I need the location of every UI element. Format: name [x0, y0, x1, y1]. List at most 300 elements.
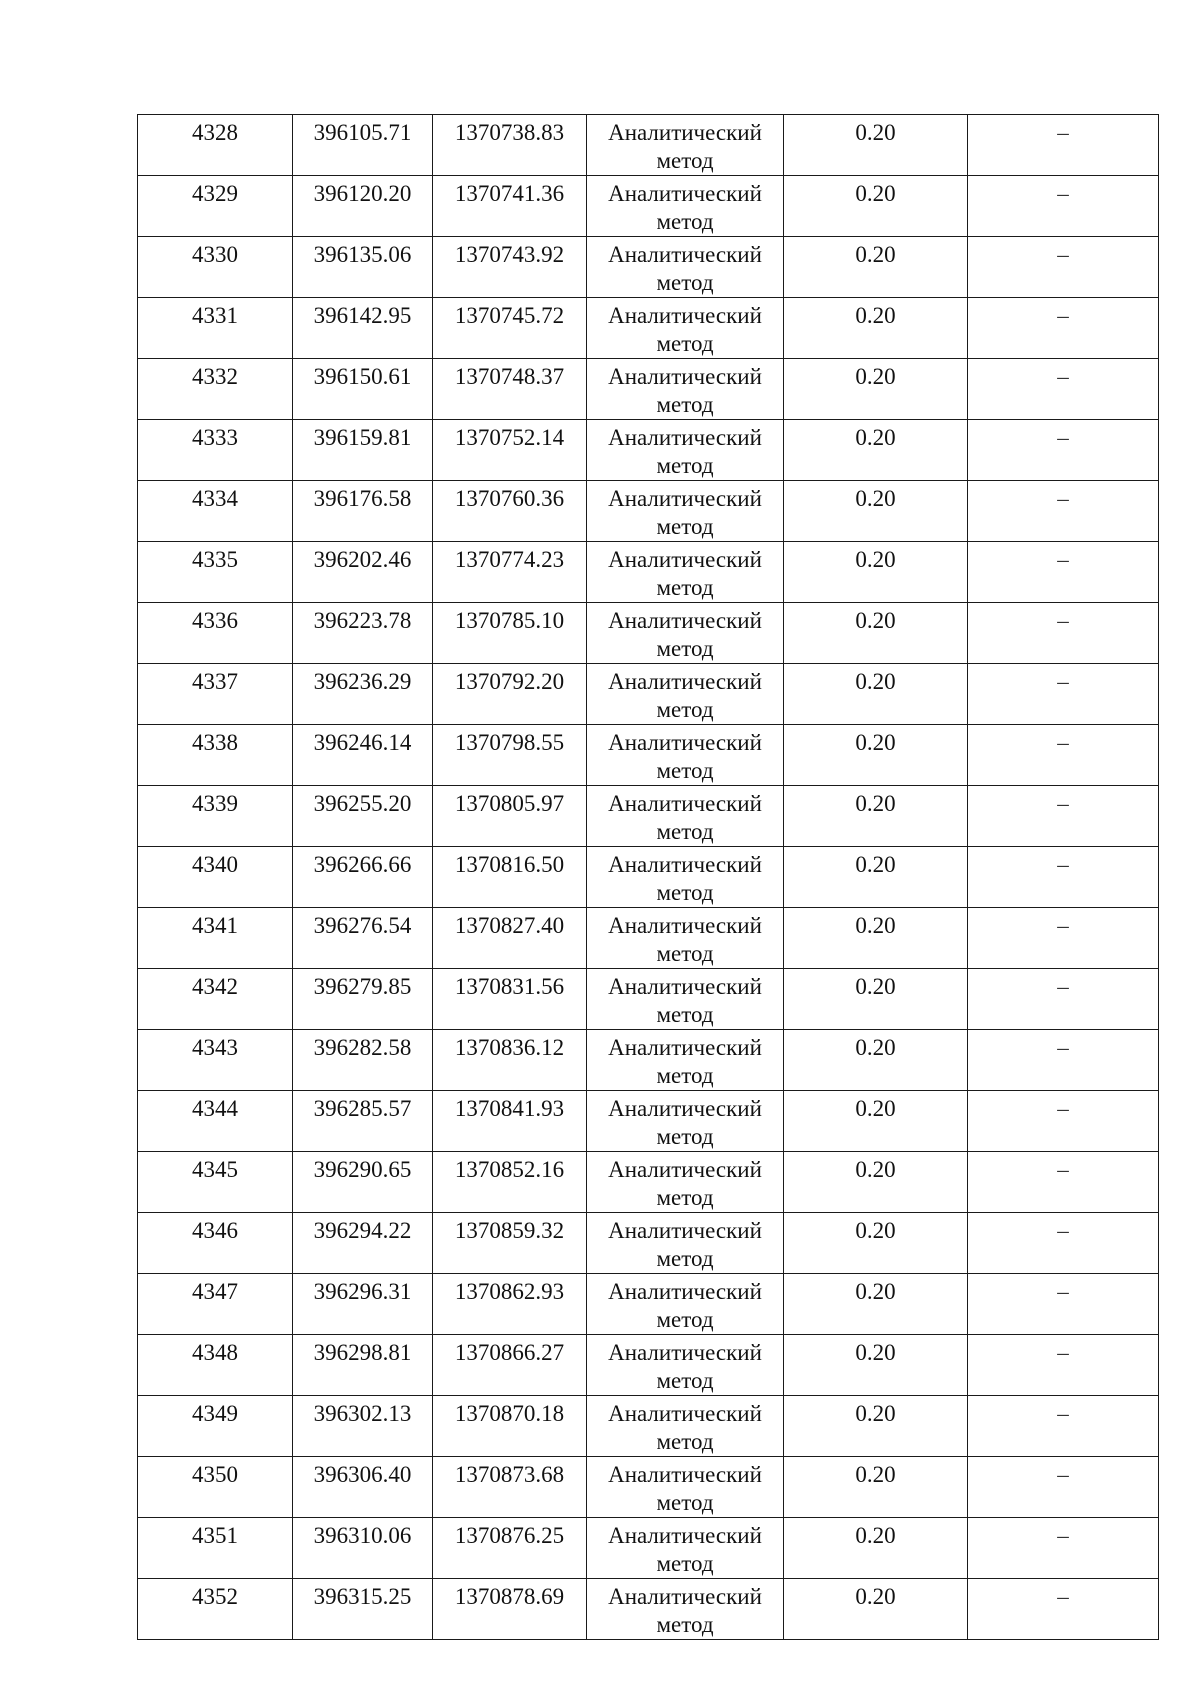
y-coordinate: 1370862.93 — [454, 1279, 565, 1304]
x-coordinate: 396282.58 — [313, 1035, 412, 1060]
note-cell — [968, 542, 1159, 603]
x-coordinate-cell — [293, 1152, 433, 1213]
method-cell — [587, 542, 784, 603]
y-coordinate-cell — [433, 1579, 587, 1640]
method-text-line-1: Аналитический — [608, 1279, 762, 1304]
x-coordinate: 396296.31 — [313, 1279, 412, 1304]
accuracy-cell — [784, 1579, 968, 1640]
point-number: 4330 — [192, 242, 238, 267]
note-dash: – — [1057, 1096, 1069, 1121]
accuracy-cell — [784, 359, 968, 420]
accuracy-value: 0.20 — [855, 364, 896, 389]
point-number-cell — [138, 237, 293, 298]
y-coordinate-cell — [433, 1457, 587, 1518]
x-coordinate-cell — [293, 786, 433, 847]
y-coordinate: 1370873.68 — [454, 1462, 565, 1487]
note-dash: – — [1057, 425, 1069, 450]
note-cell — [968, 603, 1159, 664]
point-number: 4351 — [192, 1523, 238, 1548]
note-cell — [968, 298, 1159, 359]
accuracy-cell — [784, 298, 968, 359]
note-dash: – — [1057, 1279, 1069, 1304]
table-row — [138, 1091, 1159, 1152]
accuracy-cell — [784, 115, 968, 176]
y-coordinate-cell — [433, 1213, 587, 1274]
accuracy-value: 0.20 — [855, 1584, 896, 1609]
y-coordinate-cell — [433, 1518, 587, 1579]
table-row — [138, 603, 1159, 664]
point-number-cell — [138, 481, 293, 542]
note-cell — [968, 1213, 1159, 1274]
accuracy-value: 0.20 — [855, 974, 896, 999]
accuracy-value: 0.20 — [855, 547, 896, 572]
accuracy-value: 0.20 — [855, 303, 896, 328]
method-cell — [587, 908, 784, 969]
method-text-line-2: метод — [656, 758, 714, 783]
accuracy-value: 0.20 — [855, 1035, 896, 1060]
method-cell — [587, 1457, 784, 1518]
method-text-line-2: метод — [656, 880, 714, 905]
note-dash: – — [1057, 547, 1069, 572]
x-coordinate-cell — [293, 969, 433, 1030]
x-coordinate-cell — [293, 115, 433, 176]
x-coordinate: 396294.22 — [313, 1218, 412, 1243]
x-coordinate-cell — [293, 1335, 433, 1396]
y-coordinate: 1370816.50 — [454, 852, 565, 877]
accuracy-cell — [784, 1091, 968, 1152]
note-dash: – — [1057, 1462, 1069, 1487]
x-coordinate: 396142.95 — [313, 303, 412, 328]
method-text-line-1: Аналитический — [608, 303, 762, 328]
method-text-line-1: Аналитический — [608, 1218, 762, 1243]
method-cell — [587, 847, 784, 908]
table-row — [138, 298, 1159, 359]
table-row — [138, 786, 1159, 847]
point-number-cell — [138, 359, 293, 420]
note-dash: – — [1057, 1035, 1069, 1060]
method-cell — [587, 115, 784, 176]
x-coordinate-cell — [293, 420, 433, 481]
method-text-line-1: Аналитический — [608, 608, 762, 633]
x-coordinate-cell — [293, 1274, 433, 1335]
point-number: 4336 — [192, 608, 238, 633]
accuracy-value: 0.20 — [855, 1096, 896, 1121]
method-text-line-2: метод — [656, 514, 714, 539]
note-cell — [968, 359, 1159, 420]
table-row — [138, 725, 1159, 786]
note-dash: – — [1057, 913, 1069, 938]
accuracy-cell — [784, 542, 968, 603]
method-text-line-1: Аналитический — [608, 1584, 762, 1609]
method-text-line-1: Аналитический — [608, 1157, 762, 1182]
point-number-cell — [138, 298, 293, 359]
note-cell — [968, 908, 1159, 969]
table-row — [138, 420, 1159, 481]
accuracy-value: 0.20 — [855, 486, 896, 511]
method-text-line-1: Аналитический — [608, 669, 762, 694]
point-number: 4329 — [192, 181, 238, 206]
x-coordinate: 396105.71 — [313, 120, 412, 145]
method-text-line-1: Аналитический — [608, 730, 762, 755]
method-cell — [587, 1213, 784, 1274]
y-coordinate: 1370827.40 — [454, 913, 565, 938]
y-coordinate: 1370841.93 — [454, 1096, 565, 1121]
point-number: 4338 — [192, 730, 238, 755]
x-coordinate: 396279.85 — [313, 974, 412, 999]
y-coordinate-cell — [433, 1152, 587, 1213]
accuracy-value: 0.20 — [855, 425, 896, 450]
point-number-cell — [138, 1274, 293, 1335]
y-coordinate: 1370852.16 — [454, 1157, 565, 1182]
x-coordinate: 396202.46 — [313, 547, 412, 572]
table-row — [138, 969, 1159, 1030]
x-coordinate-cell — [293, 1457, 433, 1518]
accuracy-value: 0.20 — [855, 120, 896, 145]
point-number-cell — [138, 1335, 293, 1396]
x-coordinate-cell — [293, 237, 433, 298]
method-cell — [587, 1579, 784, 1640]
method-text-line-2: метод — [656, 819, 714, 844]
accuracy-cell — [784, 237, 968, 298]
table-row — [138, 1335, 1159, 1396]
y-coordinate: 1370876.25 — [454, 1523, 565, 1548]
point-number: 4331 — [192, 303, 238, 328]
point-number: 4352 — [192, 1584, 238, 1609]
method-text-line-1: Аналитический — [608, 486, 762, 511]
method-cell — [587, 298, 784, 359]
x-coordinate: 396306.40 — [313, 1462, 412, 1487]
method-text-line-1: Аналитический — [608, 364, 762, 389]
y-coordinate: 1370866.27 — [454, 1340, 565, 1365]
method-cell — [587, 420, 784, 481]
y-coordinate: 1370748.37 — [454, 364, 565, 389]
note-dash: – — [1057, 1584, 1069, 1609]
accuracy-value: 0.20 — [855, 1340, 896, 1365]
note-cell — [968, 1152, 1159, 1213]
method-text-line-1: Аналитический — [608, 547, 762, 572]
y-coordinate: 1370792.20 — [454, 669, 565, 694]
point-number: 4339 — [192, 791, 238, 816]
y-coordinate: 1370745.72 — [454, 303, 565, 328]
method-text-line-2: метод — [656, 1429, 714, 1454]
accuracy-cell — [784, 1152, 968, 1213]
y-coordinate: 1370738.83 — [454, 120, 565, 145]
note-dash: – — [1057, 1401, 1069, 1426]
method-text-line-2: метод — [656, 1124, 714, 1149]
x-coordinate: 396255.20 — [313, 791, 412, 816]
accuracy-cell — [784, 786, 968, 847]
note-dash: – — [1057, 364, 1069, 389]
point-number-cell — [138, 786, 293, 847]
point-number: 4346 — [192, 1218, 238, 1243]
y-coordinate-cell — [433, 237, 587, 298]
point-number-cell — [138, 1457, 293, 1518]
x-coordinate: 396176.58 — [313, 486, 412, 511]
note-cell — [968, 420, 1159, 481]
point-number-cell — [138, 725, 293, 786]
accuracy-cell — [784, 176, 968, 237]
point-number-cell — [138, 542, 293, 603]
method-text-line-1: Аналитический — [608, 1401, 762, 1426]
table-row — [138, 481, 1159, 542]
x-coordinate-cell — [293, 1213, 433, 1274]
y-coordinate-cell — [433, 420, 587, 481]
note-cell — [968, 1579, 1159, 1640]
point-number: 4347 — [192, 1279, 238, 1304]
x-coordinate: 396285.57 — [313, 1096, 412, 1121]
note-dash: – — [1057, 486, 1069, 511]
method-text-line-2: метод — [656, 636, 714, 661]
x-coordinate-cell — [293, 1091, 433, 1152]
x-coordinate-cell — [293, 1030, 433, 1091]
method-cell — [587, 664, 784, 725]
point-number: 4335 — [192, 547, 238, 572]
x-coordinate: 396266.66 — [313, 852, 412, 877]
note-cell — [968, 481, 1159, 542]
note-dash: – — [1057, 1218, 1069, 1243]
coordinates-table-body — [138, 115, 1159, 1640]
note-cell — [968, 237, 1159, 298]
point-number-cell — [138, 420, 293, 481]
accuracy-value: 0.20 — [855, 913, 896, 938]
x-coordinate-cell — [293, 908, 433, 969]
point-number-cell — [138, 115, 293, 176]
method-cell — [587, 1335, 784, 1396]
table-row — [138, 237, 1159, 298]
method-cell — [587, 1274, 784, 1335]
note-cell — [968, 1335, 1159, 1396]
y-coordinate: 1370805.97 — [454, 791, 565, 816]
method-cell — [587, 786, 784, 847]
accuracy-cell — [784, 725, 968, 786]
table-row — [138, 115, 1159, 176]
x-coordinate: 396276.54 — [313, 913, 412, 938]
x-coordinate-cell — [293, 542, 433, 603]
x-coordinate-cell — [293, 1518, 433, 1579]
accuracy-cell — [784, 481, 968, 542]
y-coordinate: 1370878.69 — [454, 1584, 565, 1609]
point-number: 4350 — [192, 1462, 238, 1487]
note-dash: – — [1057, 1523, 1069, 1548]
method-text-line-1: Аналитический — [608, 181, 762, 206]
accuracy-cell — [784, 1396, 968, 1457]
point-number: 4332 — [192, 364, 238, 389]
method-cell — [587, 1030, 784, 1091]
y-coordinate: 1370831.56 — [454, 974, 565, 999]
note-cell — [968, 664, 1159, 725]
method-text-line-1: Аналитический — [608, 974, 762, 999]
table-row — [138, 1396, 1159, 1457]
method-text-line-1: Аналитический — [608, 1523, 762, 1548]
point-number-cell — [138, 176, 293, 237]
accuracy-cell — [784, 420, 968, 481]
method-text-line-2: метод — [656, 1002, 714, 1027]
note-cell — [968, 1030, 1159, 1091]
accuracy-value: 0.20 — [855, 730, 896, 755]
method-cell — [587, 176, 784, 237]
y-coordinate-cell — [433, 481, 587, 542]
note-cell — [968, 725, 1159, 786]
table-row — [138, 359, 1159, 420]
table-row — [138, 1213, 1159, 1274]
x-coordinate: 396290.65 — [313, 1157, 412, 1182]
method-text-line-2: метод — [656, 270, 714, 295]
method-cell — [587, 603, 784, 664]
y-coordinate-cell — [433, 542, 587, 603]
x-coordinate-cell — [293, 481, 433, 542]
point-number: 4333 — [192, 425, 238, 450]
method-text-line-1: Аналитический — [608, 242, 762, 267]
point-number: 4349 — [192, 1401, 238, 1426]
accuracy-cell — [784, 969, 968, 1030]
x-coordinate-cell — [293, 664, 433, 725]
y-coordinate-cell — [433, 115, 587, 176]
accuracy-value: 0.20 — [855, 1401, 896, 1426]
point-number-cell — [138, 969, 293, 1030]
note-cell — [968, 1457, 1159, 1518]
accuracy-value: 0.20 — [855, 242, 896, 267]
method-text-line-2: метод — [656, 392, 714, 417]
method-text-line-2: метод — [656, 1612, 714, 1637]
method-text-line-1: Аналитический — [608, 1462, 762, 1487]
method-cell — [587, 1518, 784, 1579]
point-number: 4342 — [192, 974, 238, 999]
table-row — [138, 847, 1159, 908]
y-coordinate-cell — [433, 1091, 587, 1152]
method-cell — [587, 725, 784, 786]
y-coordinate-cell — [433, 664, 587, 725]
y-coordinate-cell — [433, 847, 587, 908]
y-coordinate-cell — [433, 786, 587, 847]
y-coordinate: 1370870.18 — [454, 1401, 565, 1426]
x-coordinate-cell — [293, 1396, 433, 1457]
method-text-line-1: Аналитический — [608, 913, 762, 938]
accuracy-cell — [784, 1335, 968, 1396]
note-dash: – — [1057, 852, 1069, 877]
table-row — [138, 1518, 1159, 1579]
x-coordinate: 396236.29 — [313, 669, 412, 694]
y-coordinate: 1370859.32 — [454, 1218, 565, 1243]
note-dash: – — [1057, 974, 1069, 999]
point-number: 4328 — [192, 120, 238, 145]
y-coordinate-cell — [433, 176, 587, 237]
accuracy-value: 0.20 — [855, 181, 896, 206]
method-cell — [587, 481, 784, 542]
accuracy-cell — [784, 847, 968, 908]
x-coordinate-cell — [293, 847, 433, 908]
y-coordinate-cell — [433, 603, 587, 664]
accuracy-value: 0.20 — [855, 1523, 896, 1548]
point-number-cell — [138, 1518, 293, 1579]
y-coordinate: 1370798.55 — [454, 730, 565, 755]
note-cell — [968, 1091, 1159, 1152]
point-number: 4337 — [192, 669, 238, 694]
accuracy-value: 0.20 — [855, 791, 896, 816]
method-text-line-1: Аналитический — [608, 1035, 762, 1060]
y-coordinate: 1370743.92 — [454, 242, 565, 267]
table-row — [138, 1579, 1159, 1640]
method-text-line-2: метод — [656, 1185, 714, 1210]
accuracy-cell — [784, 908, 968, 969]
accuracy-value: 0.20 — [855, 1157, 896, 1182]
note-dash: – — [1057, 303, 1069, 328]
method-text-line-2: метод — [656, 209, 714, 234]
method-cell — [587, 1396, 784, 1457]
x-coordinate-cell — [293, 176, 433, 237]
point-number: 4345 — [192, 1157, 238, 1182]
method-text-line-2: метод — [656, 1307, 714, 1332]
x-coordinate: 396120.20 — [313, 181, 412, 206]
method-text-line-2: метод — [656, 148, 714, 173]
point-number-cell — [138, 1213, 293, 1274]
y-coordinate-cell — [433, 1274, 587, 1335]
y-coordinate: 1370741.36 — [454, 181, 565, 206]
table-row — [138, 1457, 1159, 1518]
x-coordinate: 396223.78 — [313, 608, 412, 633]
y-coordinate: 1370760.36 — [454, 486, 565, 511]
method-text-line-1: Аналитический — [608, 791, 762, 816]
accuracy-cell — [784, 1274, 968, 1335]
table-row — [138, 908, 1159, 969]
accuracy-cell — [784, 1518, 968, 1579]
method-cell — [587, 1091, 784, 1152]
note-cell — [968, 115, 1159, 176]
point-number-cell — [138, 1091, 293, 1152]
point-number-cell — [138, 1152, 293, 1213]
y-coordinate-cell — [433, 1396, 587, 1457]
method-cell — [587, 1152, 784, 1213]
accuracy-value: 0.20 — [855, 852, 896, 877]
method-text-line-1: Аналитический — [608, 1096, 762, 1121]
table-row — [138, 542, 1159, 603]
y-coordinate-cell — [433, 908, 587, 969]
table-row — [138, 1152, 1159, 1213]
note-dash: – — [1057, 1340, 1069, 1365]
method-text-line-1: Аналитический — [608, 1340, 762, 1365]
method-text-line-2: метод — [656, 575, 714, 600]
x-coordinate: 396310.06 — [313, 1523, 412, 1548]
y-coordinate-cell — [433, 1335, 587, 1396]
method-text-line-2: метод — [656, 453, 714, 478]
method-cell — [587, 969, 784, 1030]
accuracy-cell — [784, 1030, 968, 1091]
method-cell — [587, 237, 784, 298]
point-number-cell — [138, 664, 293, 725]
note-cell — [968, 1396, 1159, 1457]
note-dash: – — [1057, 181, 1069, 206]
accuracy-value: 0.20 — [855, 1279, 896, 1304]
accuracy-value: 0.20 — [855, 669, 896, 694]
note-dash: – — [1057, 242, 1069, 267]
method-text-line-2: метод — [656, 1490, 714, 1515]
note-cell — [968, 847, 1159, 908]
note-dash: – — [1057, 730, 1069, 755]
method-text-line-1: Аналитический — [608, 425, 762, 450]
point-number-cell — [138, 847, 293, 908]
method-text-line-2: метод — [656, 941, 714, 966]
x-coordinate-cell — [293, 1579, 433, 1640]
y-coordinate-cell — [433, 969, 587, 1030]
note-cell — [968, 1518, 1159, 1579]
x-coordinate: 396135.06 — [313, 242, 412, 267]
note-dash: – — [1057, 669, 1069, 694]
method-text-line-1: Аналитический — [608, 852, 762, 877]
method-text-line-2: метод — [656, 1551, 714, 1576]
note-cell — [968, 969, 1159, 1030]
note-dash: – — [1057, 120, 1069, 145]
x-coordinate: 396246.14 — [313, 730, 412, 755]
note-cell — [968, 786, 1159, 847]
